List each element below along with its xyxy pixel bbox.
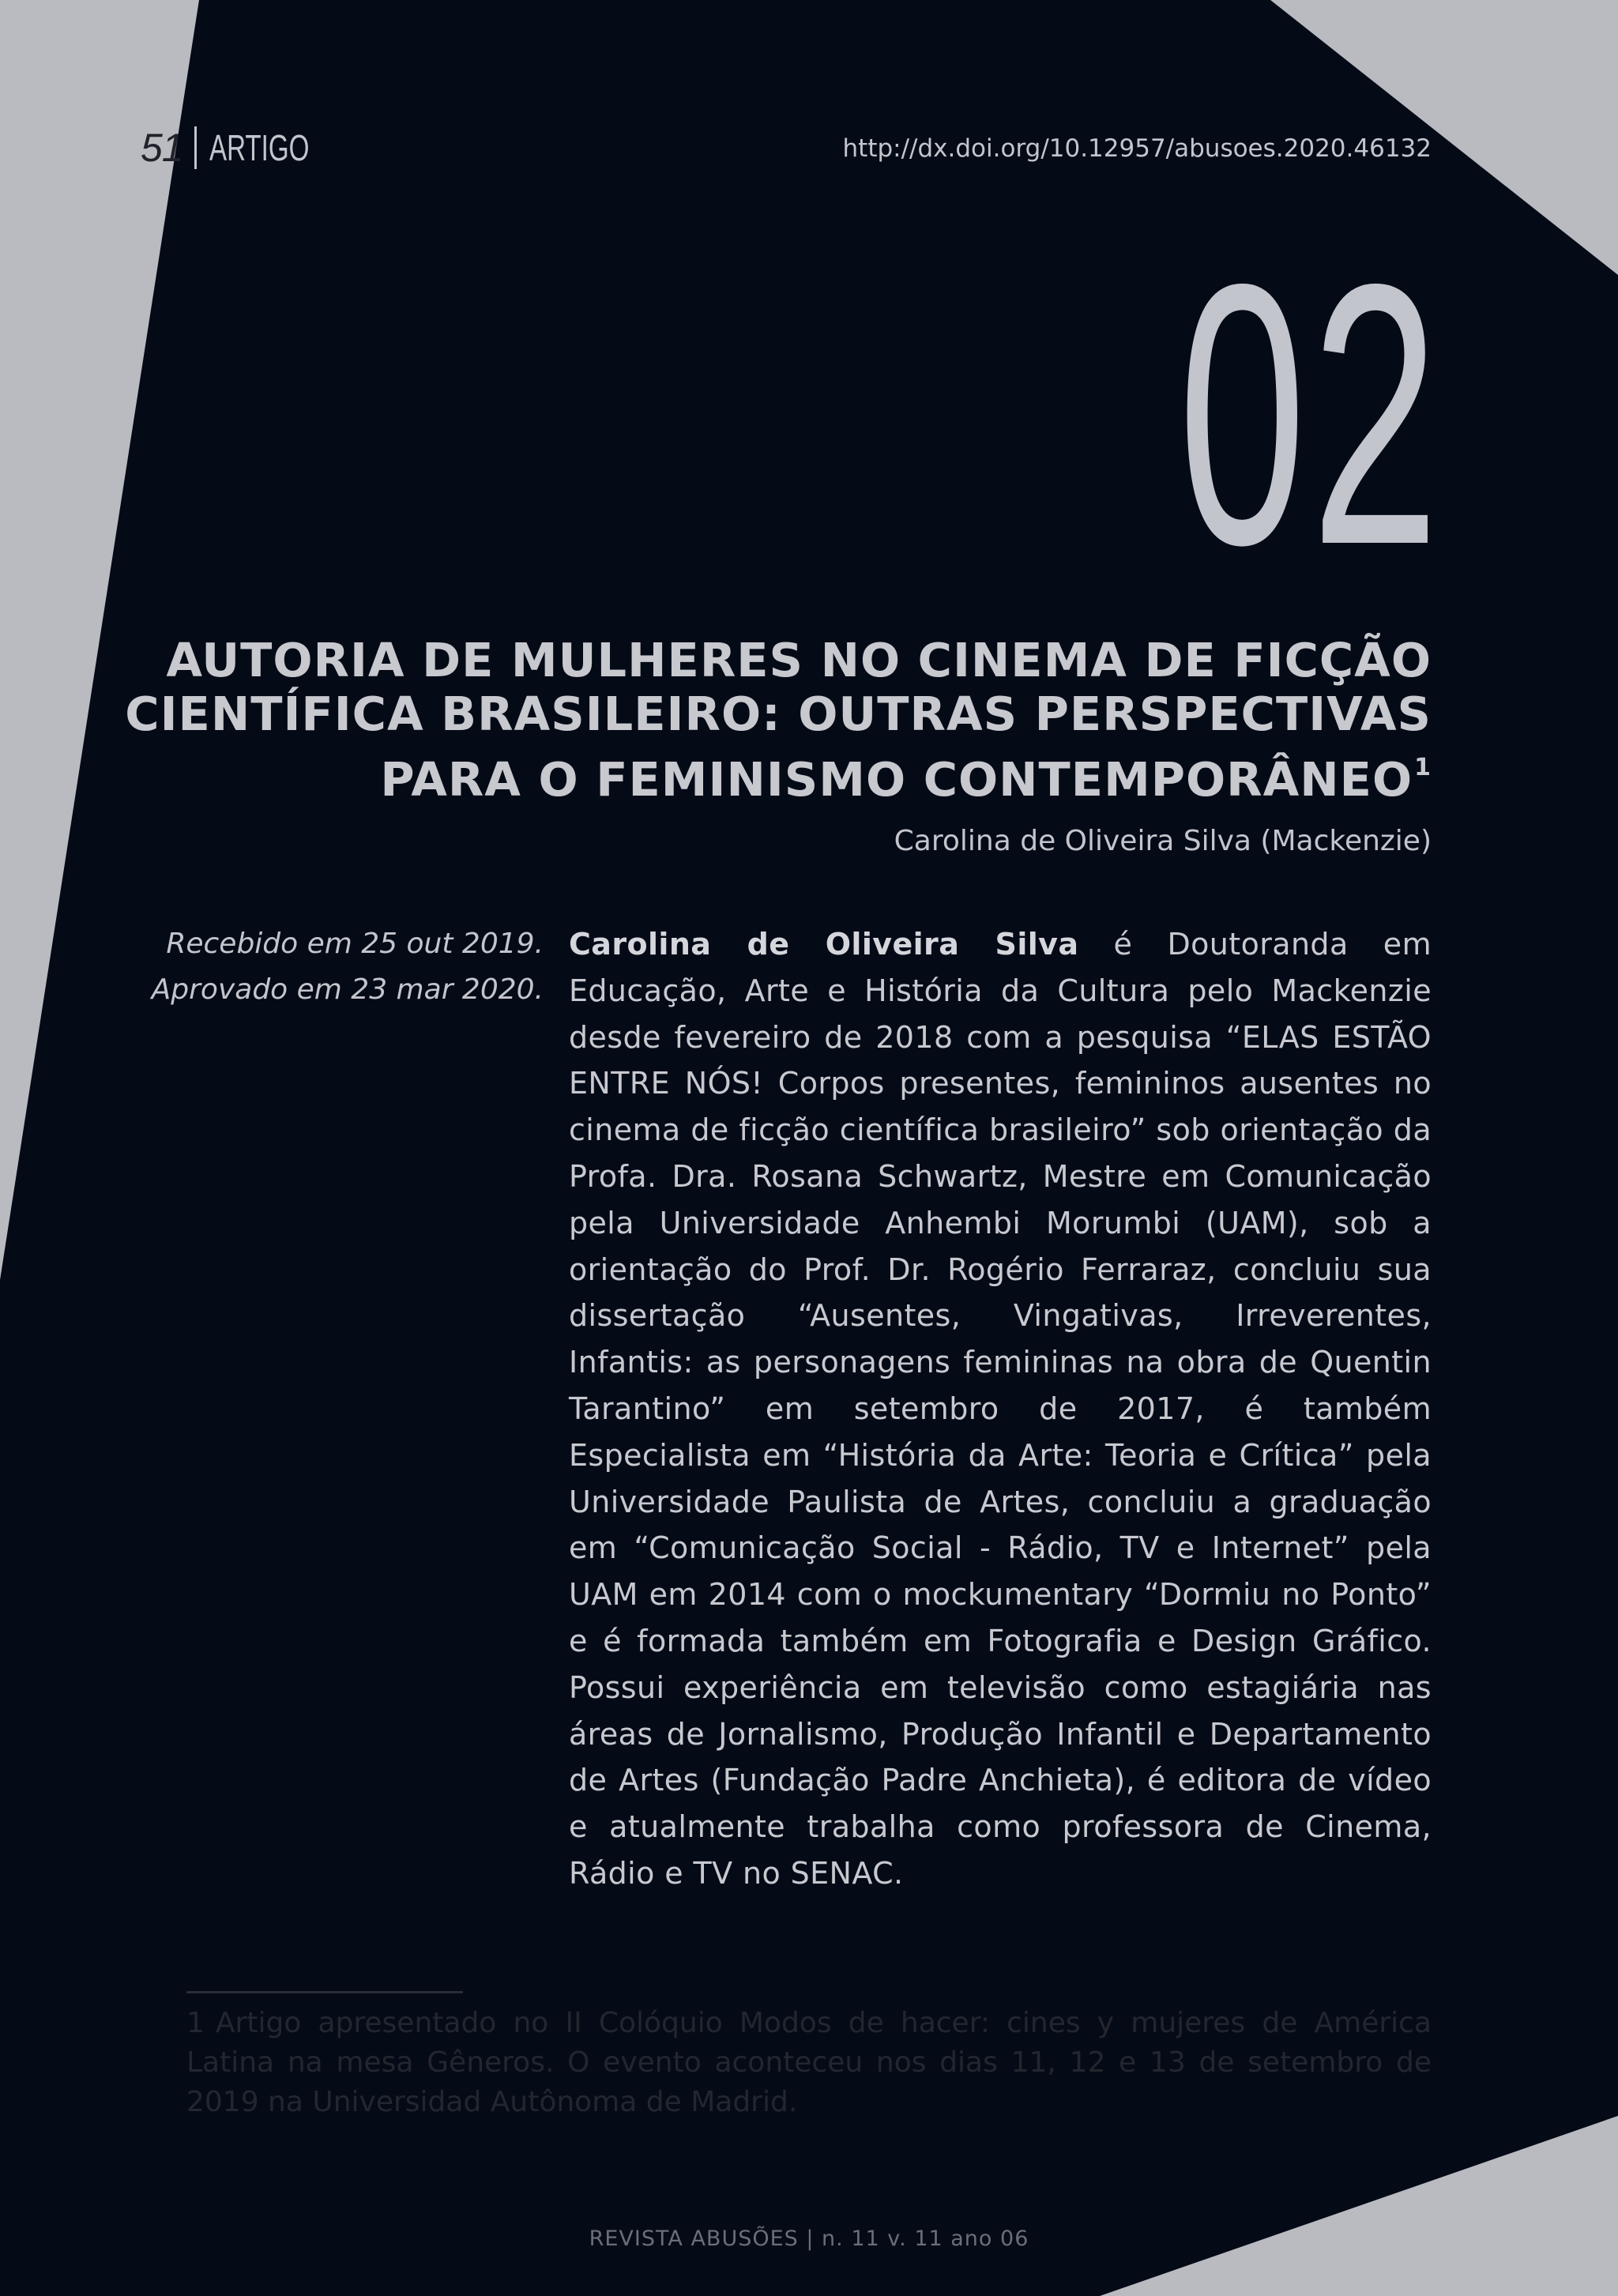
article-number: 02 <box>1178 207 1444 622</box>
page-header <box>141 125 348 171</box>
bio-author-name: Carolina de Oliveira Silva <box>569 927 1079 962</box>
footnote-number: 1 <box>186 2007 205 2039</box>
footnote-text: Artigo apresentado no II Colóquio Modos de hacer: cines y mujeres de América Latina na mesa Gêneros. O evento aconteceu nos dias 11, 12 e 13 de setembro de 2019 na Universidad Autônoma de Madrid. <box>186 2007 1432 2118</box>
section-label: ARTIGO <box>209 127 309 168</box>
title-line-text: PARA O FEMINISMO CONTEMPORÂNEO <box>380 752 1413 807</box>
footnote <box>186 2004 1432 2122</box>
footnote-divider <box>186 1991 463 1993</box>
author-bio <box>569 921 1432 1897</box>
approved-date: Aprovado em 23 mar 2020. <box>151 973 544 1006</box>
author-line: Carolina de Oliveira Silva (Mackenzie) <box>894 825 1432 857</box>
article-title <box>73 634 1432 807</box>
journal-footer: REVISTA ABUSÕES | n. 11 v. 11 ano 06 <box>589 2226 1029 2251</box>
received-date: Recebido em 25 out 2019. <box>166 928 544 960</box>
page-number: 51 <box>141 126 183 170</box>
title-line: CIENTÍFICA BRASILEIRO: OUTRAS PERSPECTIVAS <box>125 687 1432 741</box>
title-line <box>73 741 1432 807</box>
submission-dates <box>149 921 544 1013</box>
header-separator <box>194 126 197 169</box>
bio-text: é Doutoranda em Educação, Arte e História da Cultura pelo Mackenzie desde fevereiro de 2018 com a pesquisa “ELAS ESTÃO ENTRE NÓS! Corpos presentes, femininos ausentes no cinema de ficção científica brasileiro” sob orientação da Profa. Dra. Rosana Schwartz, Mestre em Comunicação pela Universidade Anhembi Morumbi (UAM), sob a orientação do Prof. Dr. Rogério Ferraraz, concluiu sua dissertação “Ausentes, Vingativas, Irreverentes, Infantis: as personagens femininas na obra de Quentin Tarantino” em setembro de 2017, é também Especialista em “História da Arte: Teoria e Crítica” pela Universidade Paulista de Artes, concluiu a graduação em “Comunicação Social - Rádio, TV e Internet” pela UAM em 2014 com o mockumentary “Dormiu no Ponto” e é formada também em Fotografia e Design Gráfico. Possui experiência em televisão como estagiária nas áreas de Jornalismo, Produção Infantil e Departamento de Artes (Fundação Padre Anchieta), é editora de vídeo e atualmente trabalha como professora de Cinema, Rádio e TV no SENAC. <box>569 927 1432 1891</box>
doi-link[interactable]: http://dx.doi.org/10.12957/abusoes.2020.46132 <box>842 134 1432 163</box>
footnote-marker[interactable]: 1 <box>1414 754 1432 781</box>
title-line: AUTORIA DE MULHERES NO CINEMA DE FICÇÃO <box>166 633 1432 687</box>
